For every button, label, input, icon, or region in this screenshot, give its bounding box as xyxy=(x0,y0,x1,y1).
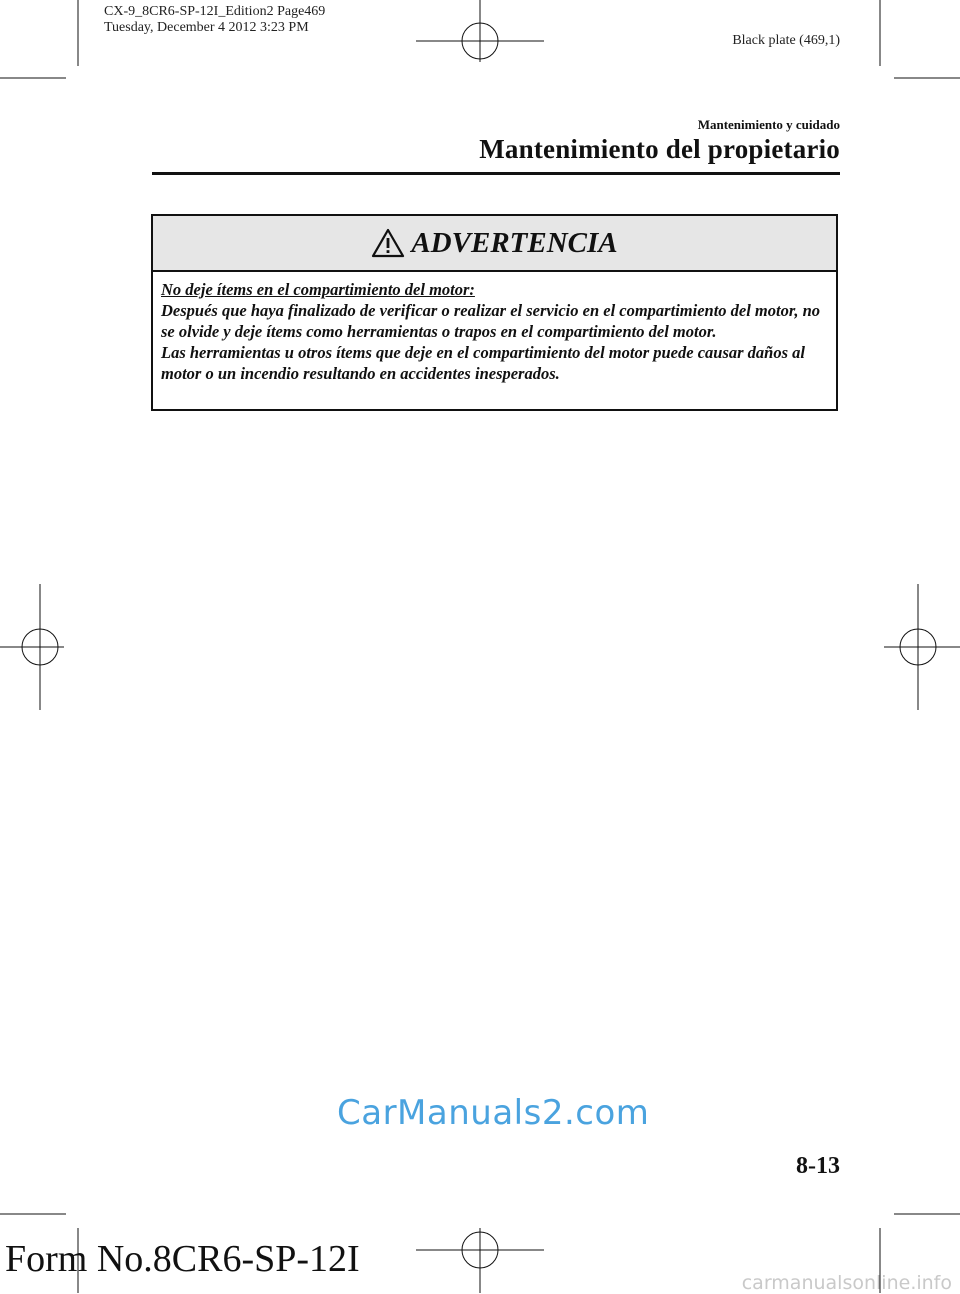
print-meta-line1: CX-9_8CR6-SP-12I_Edition2 Page469 xyxy=(104,4,326,19)
header-rule xyxy=(152,172,840,175)
form-number: Form No.8CR6-SP-12I xyxy=(5,1238,360,1280)
watermark-logo: CarManuals2.com xyxy=(337,1093,650,1133)
warning-triangle-icon xyxy=(371,228,405,258)
print-meta-line2: Tuesday, December 4 2012 3:23 PM xyxy=(104,20,309,35)
section-label: Mantenimiento y cuidado xyxy=(697,117,840,132)
page-number: 8-13 xyxy=(796,1153,840,1179)
warning-paragraph-1: Después que haya finalizado de verificar o realizar el servicio en el compartimiento del motor, no se olvide y deje ítems como herramientas o trapos en el compartimiento del motor. xyxy=(161,301,821,341)
plate-label: Black plate (469,1) xyxy=(732,33,840,48)
footer-watermark: carmanualsonline.info xyxy=(741,1272,952,1294)
warning-paragraph-2: Las herramientas u otros ítems que deje en el compartimiento del motor puede causar daños al motor o un incendio resultando en accidentes inesperados. xyxy=(161,343,805,383)
warning-title: ADVERTENCIA xyxy=(411,226,618,259)
warning-box xyxy=(151,214,838,411)
print-meta xyxy=(104,4,325,36)
warning-subtitle: No deje ítems en el compartimiento del motor: xyxy=(161,280,475,299)
page-title: Mantenimiento del propietario xyxy=(479,134,840,164)
warning-body xyxy=(153,272,836,384)
warning-header xyxy=(153,216,836,272)
